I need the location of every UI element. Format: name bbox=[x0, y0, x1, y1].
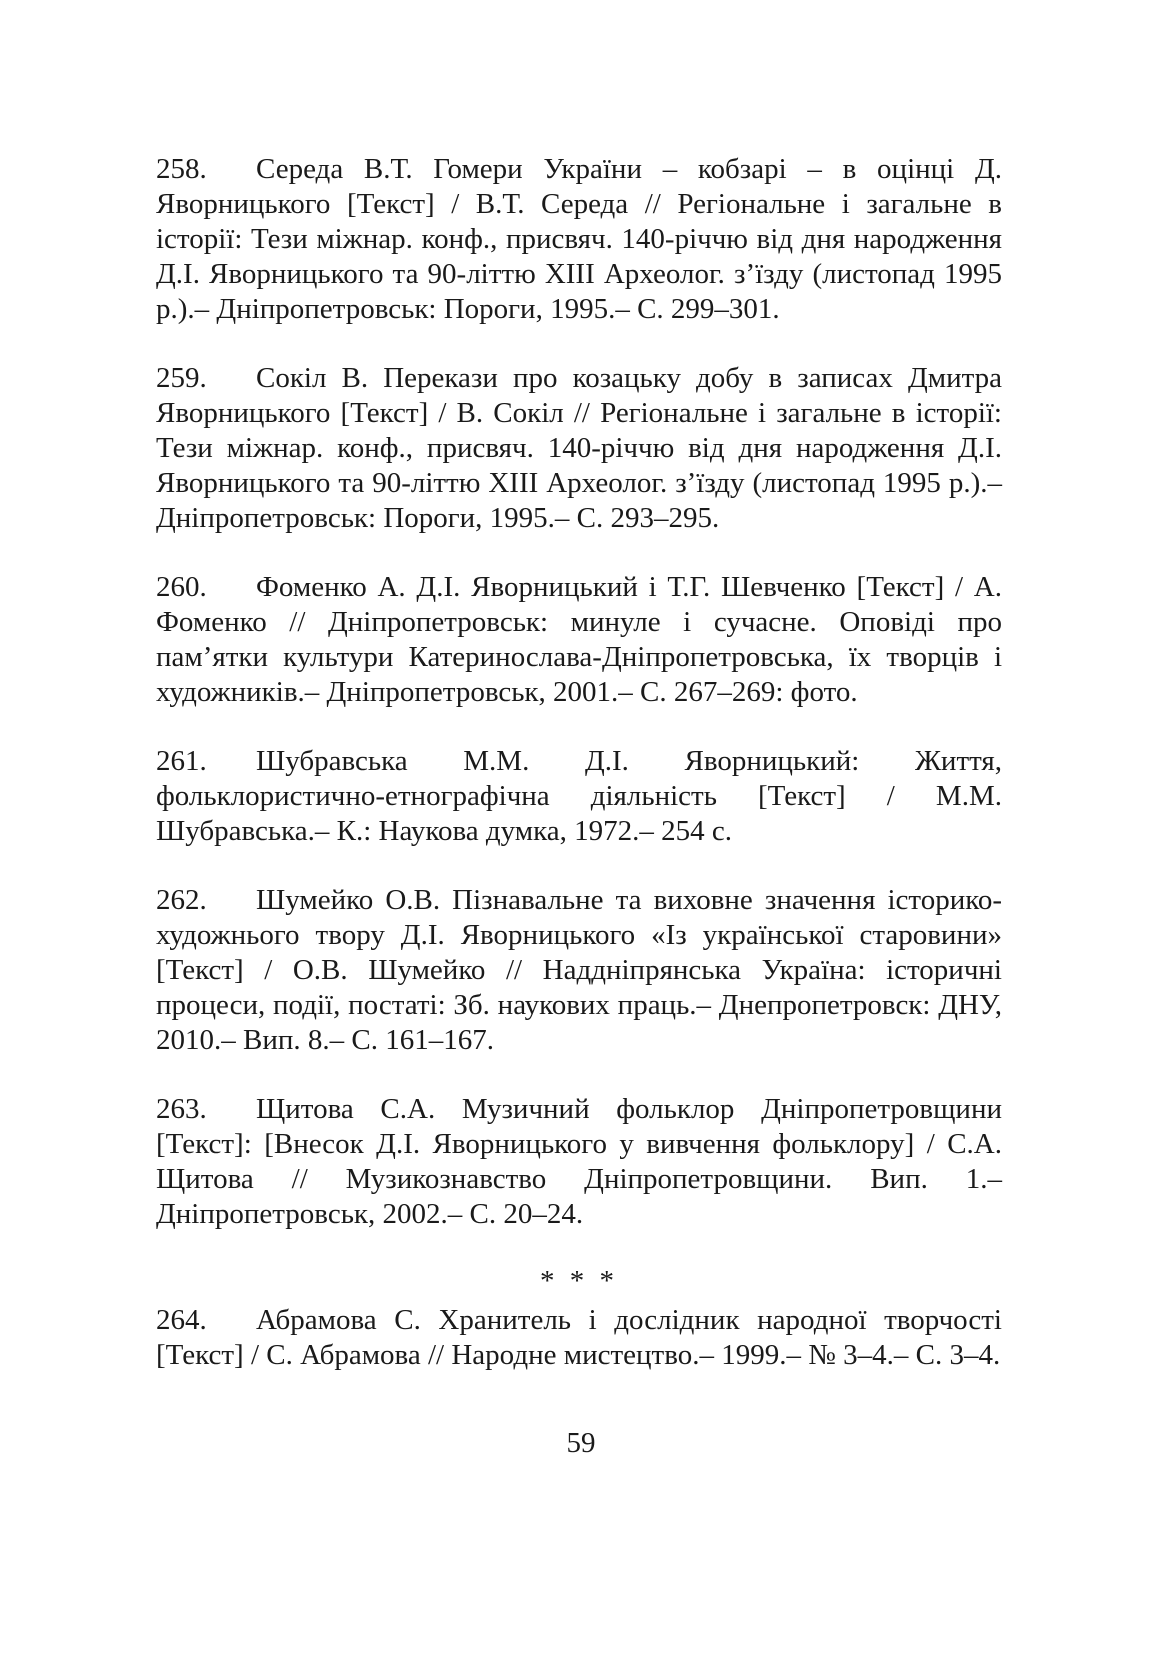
bibliography-entry-263 bbox=[156, 1092, 1002, 1232]
entry-text: Шубравська М.М. Д.І. Яворницький: Життя, фольклористично-етнографічна діяльність [Текст] / М.М. Шубравська.– К.: Наукова думка, 1972.– 254 с. bbox=[156, 745, 1002, 847]
bibliography-entry-264 bbox=[156, 1303, 1002, 1373]
entry-text: Фоменко А. Д.І. Яворницький і Т.Г. Шевченко [Текст] / А. Фоменко // Дніпропетровськ: минуле і сучасне. Оповіді про пам’ятки культури Катеринослава-Дніпропетровська, їх творців і художників.– Дніпропетровськ, 2001.– С. 267–269: фото. bbox=[156, 571, 1002, 708]
page-number: 59 bbox=[566, 1427, 596, 1459]
entry-number: 262. bbox=[156, 884, 207, 916]
entry-number: 260. bbox=[156, 571, 207, 603]
bibliography-list bbox=[156, 152, 1002, 1407]
entry-text: Щитова С.А. Музичний фольклор Дніпропетровщини [Текст]: [Внесок Д.І. Яворницького у вивчення фольклору] / С.А. Щитова // Музикознавство Дніпропетровщини. Вип. 1.– Дніпропетровськ, 2002.– С. 20–24. bbox=[156, 1093, 1002, 1230]
entry-text: Середа В.Т. Гомери України – кобзарі – в оцінці Д. Яворницького [Текст] / В.Т. Середа // Регіональне і загальне в історії: Тези міжнар. конф., присвяч. 140-річчю від дня народження Д.І. Яворницького та 90-літтю XIII Археолог. з’їзду (листопад 1995 р.).– Дніпропетровськ: Пороги, 1995.– С. 299–301. bbox=[156, 153, 1002, 325]
entry-number: 263. bbox=[156, 1093, 207, 1125]
bibliography-entry-258 bbox=[156, 152, 1002, 327]
bibliography-entry-260 bbox=[156, 570, 1002, 710]
section-separator: * * * bbox=[540, 1265, 618, 1297]
entry-text: Сокіл В. Перекази про козацьку добу в записах Дмитра Яворницького [Текст] / В. Сокіл // Регіональне і загальне в історії: Тези міжнар. конф., присвяч. 140-річчю від дня народження Д.І. Яворницького та 90-літтю XIII Археолог. з’їзду (листопад 1995 р.).– Дніпропетровськ: Пороги, 1995.– С. 293–295. bbox=[156, 362, 1002, 534]
entry-number: 258. bbox=[156, 153, 207, 185]
entry-number: 261. bbox=[156, 745, 207, 777]
bibliography-entry-261 bbox=[156, 744, 1002, 849]
entry-number: 259. bbox=[156, 362, 207, 394]
bibliography-entry-262 bbox=[156, 883, 1002, 1058]
entry-text: Шумейко О.В. Пізнавальне та виховне значення історико-художнього твору Д.І. Яворницького «Із української старовини» [Текст] / О.В. Шумейко // Наддніпрянська Україна: історичні процеси, події, постаті: Зб. наукових праць.– Днепропетровск: ДНУ, 2010.– Вип. 8.– С. 161–167. bbox=[156, 884, 1002, 1056]
entry-number: 264. bbox=[156, 1304, 207, 1336]
bibliography-entry-259 bbox=[156, 361, 1002, 536]
entry-text: Абрамова С. Хранитель і дослідник народної творчості [Текст] / С. Абрамова // Народне мистецтво.– 1999.– № 3–4.– С. 3–4. bbox=[156, 1304, 1002, 1371]
